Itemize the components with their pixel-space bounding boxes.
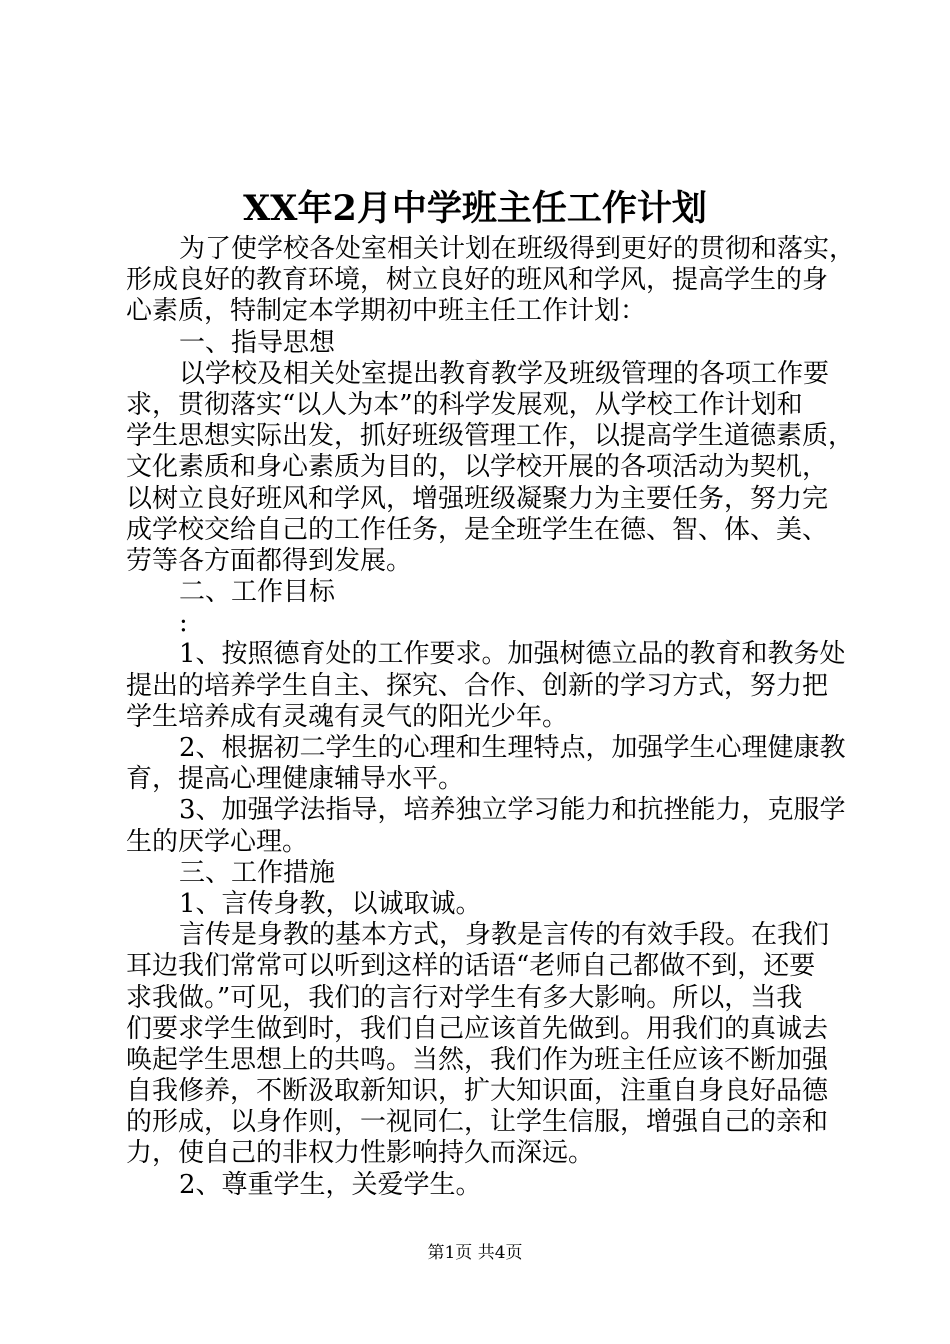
text-line: 自我修养，不断汲取新知识，扩大知识面，注重自身良好品德 <box>126 1076 829 1107</box>
text-line: 心素质，特制定本学期初中班主任工作计划： <box>126 296 647 327</box>
text-line: 1、言传身教，以诚取诚。 <box>179 888 482 919</box>
text-line: 的形成，以身作则，一视同仁，让学生信服，增强自己的亲和 <box>126 1107 829 1138</box>
text-line: 一、指导思想 <box>179 327 336 358</box>
text-line: 文化素质和身心素质为目的，以学校开展的各项活动为契机， <box>126 452 829 483</box>
text-line: 2、尊重学生，关爱学生。 <box>179 1169 482 1200</box>
text-line: 3、加强学法指导，培养独立学习能力和抗挫能力，克服学 <box>179 795 846 826</box>
text-line: 形成良好的教育环境，树立良好的班风和学风，提高学生的身 <box>126 265 829 296</box>
text-line: : <box>179 608 188 639</box>
text-line: 力，使自己的非权力性影响持久而深远。 <box>126 1138 595 1169</box>
text-line: 提出的培养学生自主、探究、合作、创新的学习方式，努力把 <box>126 670 829 701</box>
text-line: 劳等各方面都得到发展。 <box>126 545 413 576</box>
text-line: 生的厌学心理。 <box>126 826 309 857</box>
text-line: 们要求学生做到时，我们自己应该首先做到。用我们的真诚去 <box>126 1013 829 1044</box>
text-line: 求，贯彻落实“以人为本”的科学发展观，从学校工作计划和 <box>126 389 803 420</box>
text-line: 求我做。”可见，我们的言行对学生有多大影响。所以，当我 <box>126 982 803 1013</box>
text-line: 言传是身教的基本方式，身教是言传的有效手段。在我们 <box>179 920 830 951</box>
text-line: 耳边我们常常可以听到这样的话语“老师自己都做不到，还要 <box>126 951 816 982</box>
text-line: 以树立良好班风和学风，增强班级凝聚力为主要任务，努力完 <box>126 483 829 514</box>
text-line: 学生培养成有灵魂有灵气的阳光少年。 <box>126 701 569 732</box>
text-line: 1、按照德育处的工作要求。加强树德立品的教育和教务处 <box>179 639 846 670</box>
text-line: 三、工作措施 <box>179 857 336 888</box>
text-line: 成学校交给自己的工作任务，是全班学生在德、智、体、美、 <box>126 514 829 545</box>
text-line: 二、工作目标 <box>179 577 336 608</box>
text-line: 唤起学生思想上的共鸣。当然，我们作为班主任应该不断加强 <box>126 1044 829 1075</box>
text-line: 为了使学校各处室相关计划在班级得到更好的贯彻和落实， <box>179 234 856 264</box>
document-body <box>126 234 856 1201</box>
page-footer: 第1页 共4页 <box>427 1243 523 1263</box>
text-line: 学生思想实际出发，抓好班级管理工作，以提高学生道德素质， <box>126 421 855 452</box>
text-line: 以学校及相关处室提出教育教学及班级管理的各项工作要 <box>179 358 830 389</box>
text-line: 2、根据初二学生的心理和生理特点，加强学生心理健康教 <box>179 733 846 763</box>
document-title: XX年2月中学班主任工作计划 <box>243 188 707 229</box>
text-line: 育，提高心理健康辅导水平。 <box>126 764 465 795</box>
